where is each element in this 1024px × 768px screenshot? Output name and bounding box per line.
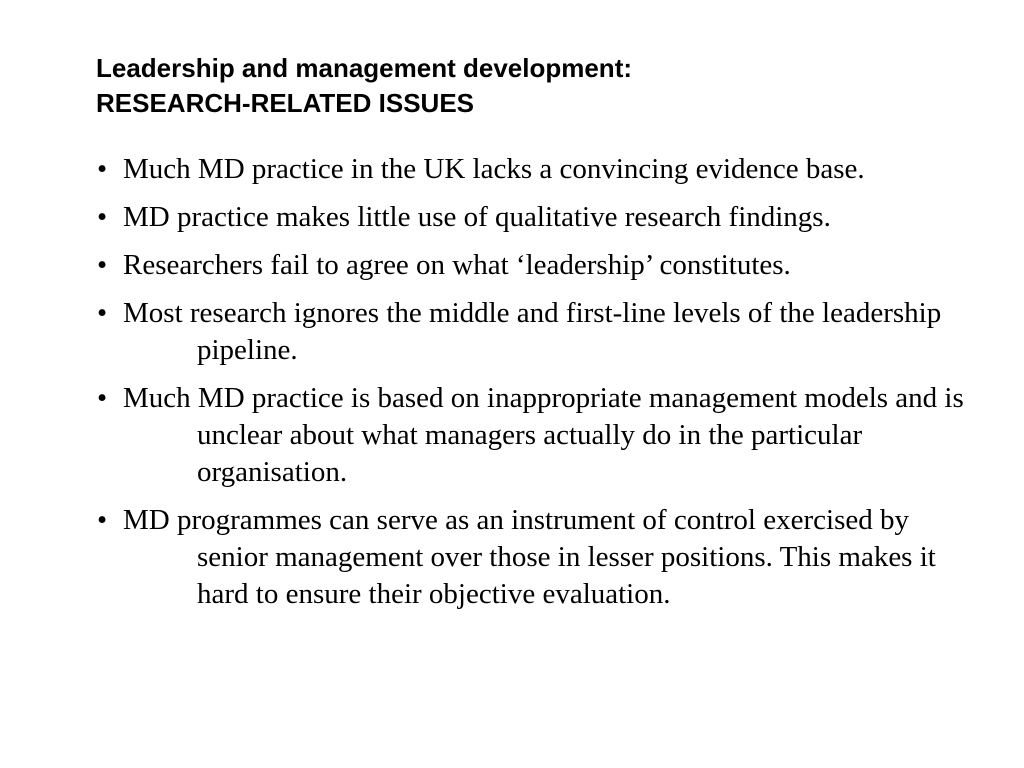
bullet-text: MD practice makes little use of qualitative research findings. xyxy=(123,201,831,233)
bullet-icon: • xyxy=(97,382,108,414)
bullet-icon: • xyxy=(97,504,108,536)
bullet-text: MD programmes can serve as an instrument of control exercised by senior management over those in lesser positions. This makes it hard to ensure their objective evaluation. xyxy=(123,504,936,610)
bullet-icon: • xyxy=(97,153,108,185)
bullet-item xyxy=(97,199,967,236)
slide-title xyxy=(96,51,956,121)
bullet-item xyxy=(97,380,967,491)
bullet-icon: • xyxy=(97,297,108,329)
title-line-2: RESEARCH-RELATED ISSUES xyxy=(96,88,475,118)
bullet-item xyxy=(97,502,967,613)
bullet-text: Much MD practice is based on inappropriate management models and is unclear about what managers actually do in the particular organisation. xyxy=(123,382,964,488)
bullet-icon: • xyxy=(97,201,108,233)
bullet-list xyxy=(97,151,967,624)
bullet-item xyxy=(97,151,967,188)
bullet-item xyxy=(97,295,967,369)
bullet-text: Much MD practice in the UK lacks a convincing evidence base. xyxy=(123,153,865,185)
bullet-text: Researchers fail to agree on what ‘leadership’ constitutes. xyxy=(123,249,791,281)
title-line-1: Leadership and management development: xyxy=(96,53,633,83)
bullet-text: Most research ignores the middle and first-line levels of the leadership pipeline. xyxy=(123,297,942,366)
bullet-icon: • xyxy=(97,249,108,281)
bullet-item xyxy=(97,247,967,284)
